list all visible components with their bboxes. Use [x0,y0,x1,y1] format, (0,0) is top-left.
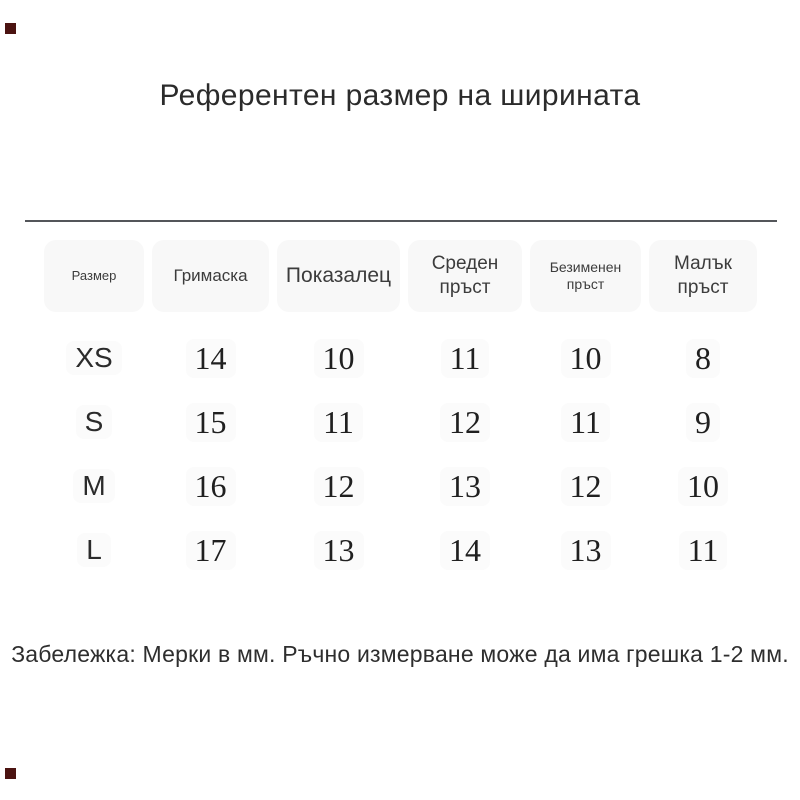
value-cell: 13 [404,454,526,518]
value-cell: 10 [526,326,645,390]
corner-marker-top [5,23,16,34]
column-header-ring-finger: Безименен пръст [530,240,641,312]
size-cell: S [40,390,148,454]
measurement-note: Забележка: Мерки в мм. Ръчно измерване може да има грешка 1-2 мм. [11,641,789,667]
value-cell: 11 [273,390,404,454]
value-cell: 12 [273,454,404,518]
value-cell: 15 [148,390,273,454]
value-cell: 11 [526,390,645,454]
column-header-index-finger: Показалец [277,240,400,312]
table-body [40,326,761,582]
size-cell: M [40,454,148,518]
value-cell: 14 [404,518,526,582]
size-cell: XS [40,326,148,390]
divider-line [25,220,777,222]
column-header-size: Размер [44,240,144,312]
table-header-row [40,240,761,312]
value-cell: 13 [273,518,404,582]
table-row-s [40,390,761,454]
value-cell: 14 [148,326,273,390]
size-cell: L [40,518,148,582]
value-cell: 12 [526,454,645,518]
table-row-l [40,518,761,582]
value-cell: 8 [645,326,761,390]
table-row-xs [40,326,761,390]
page-title: Референтен размер на ширината [159,79,641,112]
table-row-m [40,454,761,518]
value-cell: 16 [148,454,273,518]
value-cell: 11 [645,518,761,582]
value-cell: 13 [526,518,645,582]
column-header-little-finger: Малък пръст [649,240,757,312]
value-cell: 10 [273,326,404,390]
value-cell: 9 [645,390,761,454]
column-header-thumb: Гримаска [152,240,269,312]
value-cell: 10 [645,454,761,518]
value-cell: 12 [404,390,526,454]
column-header-middle-finger: Среден пръст [408,240,522,312]
value-cell: 17 [148,518,273,582]
corner-marker-bottom [5,768,16,779]
size-table [40,240,761,582]
value-cell: 11 [404,326,526,390]
